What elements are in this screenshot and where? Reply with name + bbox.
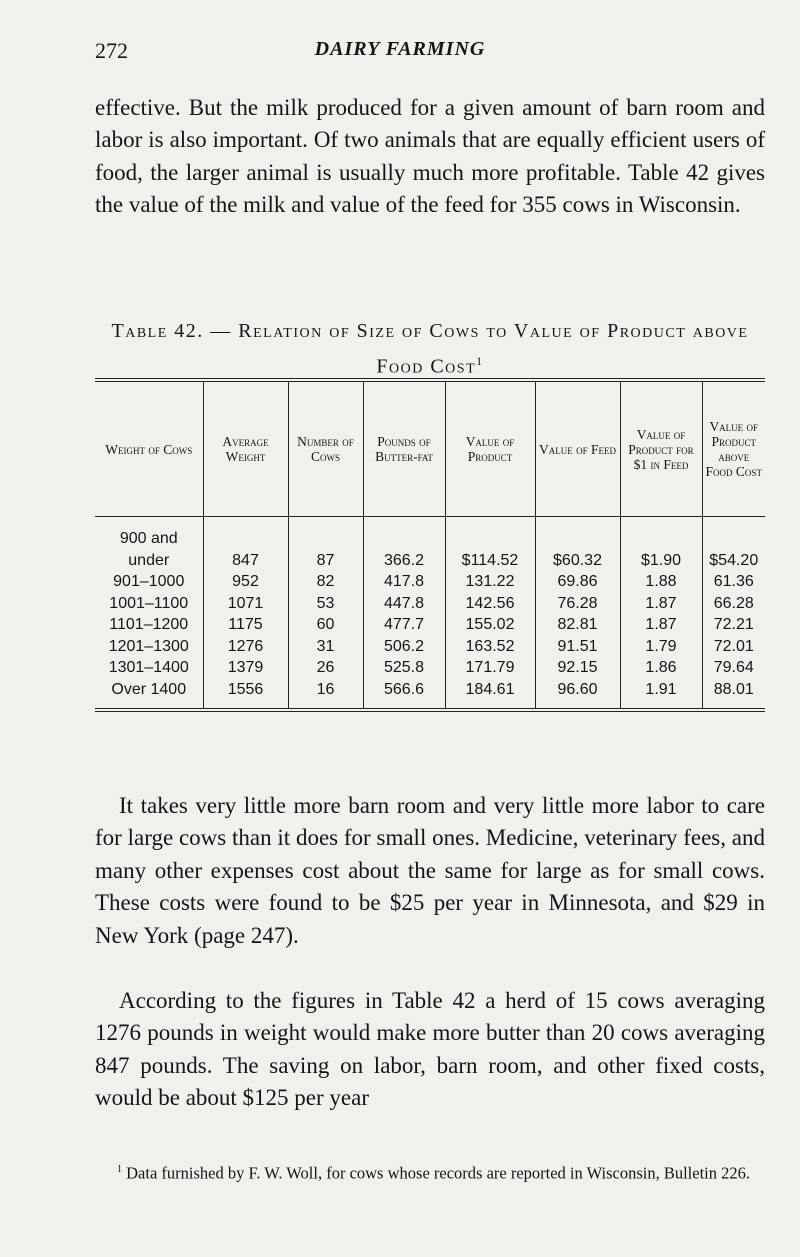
row-label: 1101–1200 (95, 614, 203, 636)
table-cell: 1.86 (620, 657, 702, 679)
row-label: 1201–1300 (95, 636, 203, 658)
table-cell: 87 (288, 517, 363, 572)
table-cell: 171.79 (445, 657, 535, 679)
column-header: Pounds of Butter-fat (363, 382, 445, 517)
table-cell: $60.32 (535, 517, 620, 572)
table-cell: 92.15 (535, 657, 620, 679)
column-header: Number of Cows (288, 382, 363, 517)
table-cell: 82 (288, 571, 363, 593)
table-cell: 72.21 (713, 616, 754, 633)
footnote-text: Data furnished by F. W. Woll, for cows whose records are reported in Wisconsin, Bulletin 226. (126, 1163, 751, 1183)
table-cell: 72.01 (713, 637, 754, 655)
table-cell: 417.8 (363, 571, 445, 593)
table-cell: $54.20 (709, 551, 759, 569)
table-cell: $1.90 (620, 517, 702, 572)
table-cell: 31 (288, 636, 363, 658)
table-cell: 16 (288, 679, 363, 709)
paragraph-intro: effective. But the milk produced for a given amount of barn room and labor is also important. Of two animals that are equally efficient users of food, the larger animal is usually much more profitable. Table 42 gives the value of the milk and value of the feed for 355 cows in Wisconsin. (95, 95, 765, 218)
table-cell: 1276 (203, 636, 288, 658)
table-cell: 447.8 (363, 593, 445, 615)
column-header: Value of Product (445, 382, 535, 517)
table-cell: 96.60 (535, 679, 620, 709)
row-label: 901–1000 (95, 571, 203, 593)
row-label-line: 900 and (119, 530, 178, 547)
table-cell: 69.86 (535, 571, 620, 593)
table-cell: 142.56 (445, 593, 535, 615)
table-row (95, 614, 765, 636)
row-label: 1001–1100 (95, 593, 203, 615)
table-cell: 506.2 (363, 636, 445, 658)
table-cell: 61.36 (713, 573, 754, 590)
table-cell: 131.22 (445, 571, 535, 593)
table-cell: 163.52 (445, 636, 535, 658)
table-cell: 566.6 (363, 679, 445, 709)
column-header: Weight of Cows (95, 382, 203, 517)
table-row (95, 571, 765, 593)
table-cell: 76.28 (535, 593, 620, 615)
table-cell: 1.91 (620, 679, 702, 709)
table-row (95, 657, 765, 679)
table-cell: 1.87 (620, 614, 702, 636)
table-cell: 1.87 (620, 593, 702, 615)
column-header: Average Weight (203, 382, 288, 517)
paragraph-herd-comparison: According to the figures in Table 42 a herd of 15 cows averaging 1276 pounds in weight would make more butter than 20 cows averaging 847 pounds. The saving on labor, barn room, and other fixed costs, would be about $125 per year (95, 988, 765, 1111)
column-header: Value of Product above Food Cost (702, 382, 765, 517)
table-cell: 1556 (203, 679, 288, 709)
table-cell: 366.2 (363, 517, 445, 572)
table-cell: 82.81 (535, 614, 620, 636)
table-cell: 60 (288, 614, 363, 636)
row-label: Over 1400 (95, 679, 203, 709)
page-header (0, 38, 800, 68)
running-head: DAIRY FARMING (314, 38, 486, 60)
paragraph-costs: It takes very little more barn room and very little more labor to care for large cows than it does for small ones. Medicine, veterinary fees, and many other expenses cost about the same for large as for small cows. These costs were found to be $25 per year in Minnesota, and $29 in New York (page 247). (95, 793, 765, 948)
row-label (95, 517, 203, 572)
table-row (95, 679, 765, 709)
table-cell: 1175 (203, 614, 288, 636)
data-table (95, 382, 765, 708)
table-cell: 847 (203, 517, 288, 572)
column-header: Value of Feed (535, 382, 620, 517)
table-cell: 26 (288, 657, 363, 679)
table-cell: 477.7 (363, 614, 445, 636)
table-header-row (95, 382, 765, 517)
table-cell: 66.28 (713, 594, 754, 612)
table-row (95, 517, 765, 572)
page-number: 272 (95, 38, 128, 63)
table-cell: 1.79 (620, 636, 702, 658)
table-cell: 184.61 (445, 679, 535, 709)
data-table-container (95, 378, 795, 712)
table-caption-text: Table 42. — Relation of Size of Cows to Value of Product above Food Cost (111, 320, 749, 378)
column-header: Value of Product for $1 in Feed (620, 382, 702, 517)
table-cell: 79.64 (713, 659, 754, 676)
table-cell: 155.02 (445, 614, 535, 636)
table-cell: 525.8 (363, 657, 445, 679)
footnote-mark: 1 (117, 1164, 122, 1175)
table-row (95, 636, 765, 658)
row-label-line: under (128, 551, 170, 569)
table-cell: 88.01 (713, 680, 754, 698)
table-cell: 1379 (203, 657, 288, 679)
row-label: 1301–1400 (95, 657, 203, 679)
table-caption (95, 316, 765, 382)
caption-footnote-mark: 1 (476, 354, 484, 368)
table-cell: $114.52 (445, 517, 535, 572)
table-row (95, 593, 765, 615)
table-cell: 1071 (203, 593, 288, 615)
table-bottom-rule (95, 708, 765, 712)
footnote (95, 1158, 765, 1185)
table-cell: 53 (288, 593, 363, 615)
table-cell: 1.88 (620, 571, 702, 593)
table-cell: 91.51 (535, 636, 620, 658)
table-cell: 952 (203, 571, 288, 593)
